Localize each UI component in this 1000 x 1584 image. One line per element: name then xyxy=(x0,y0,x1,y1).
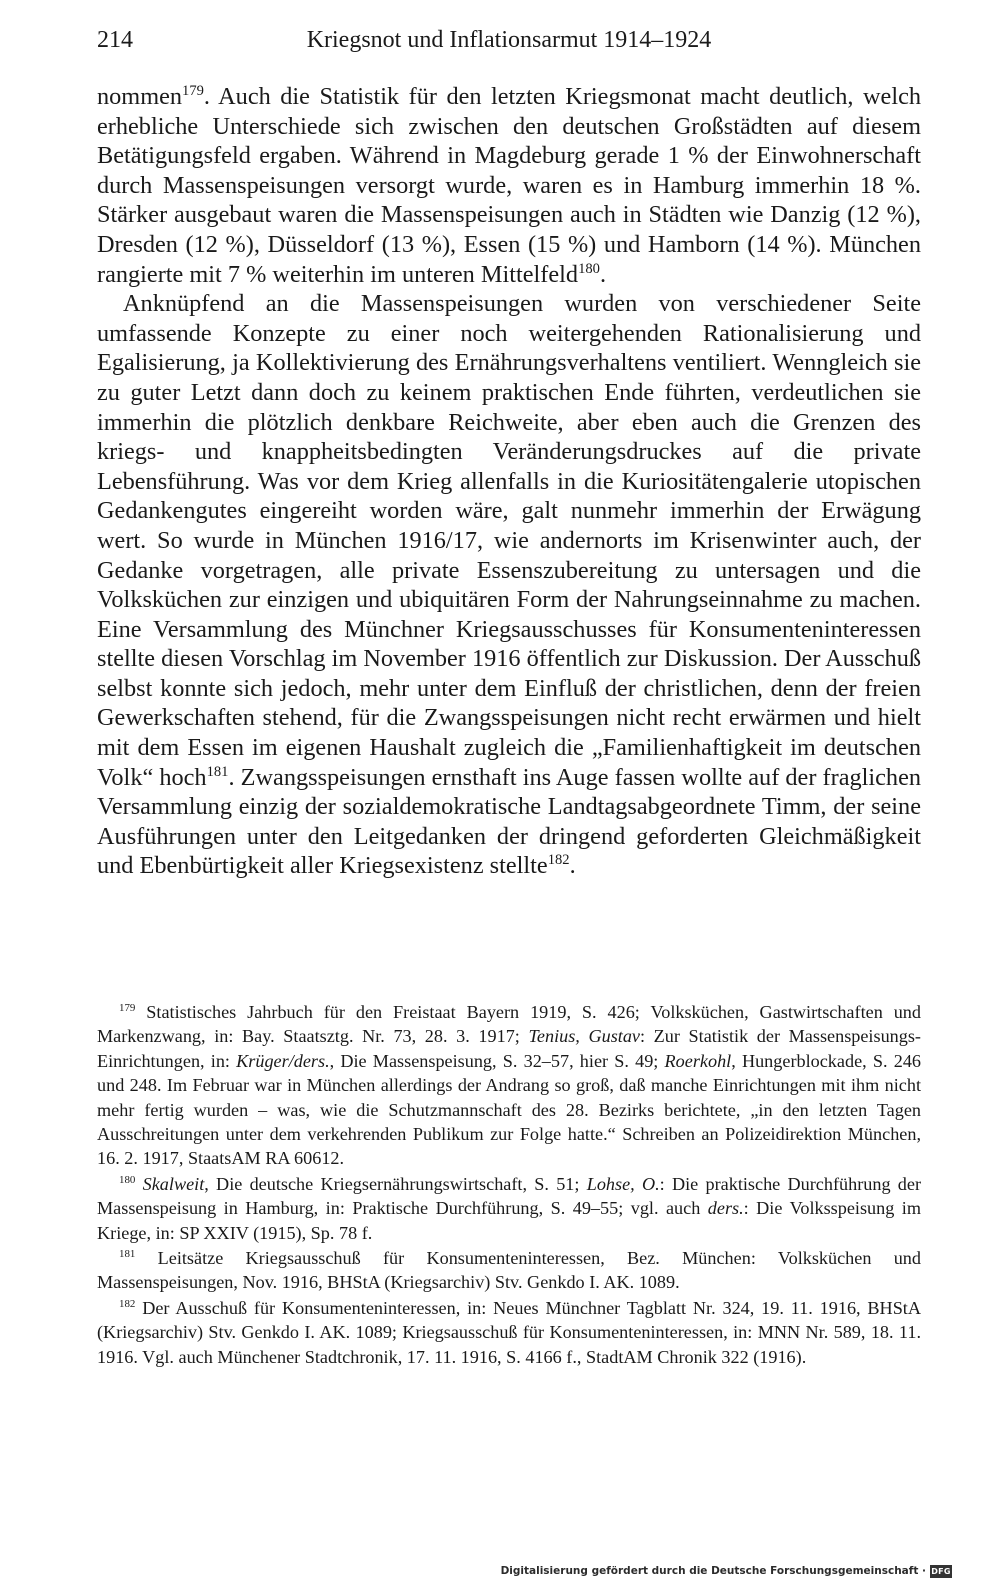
footnote-number: 180 xyxy=(119,1173,136,1186)
footnote-text: Leitsätze Kriegsausschuß für Konsumenteninteressen, Bez. München: Volksküchen und Massenspeisungen, Nov. 1916, BHStA (Kriegsarchiv) Stv. Genkdo I. AK. 1089. xyxy=(97,1248,921,1293)
footnote-179 xyxy=(97,1000,921,1171)
author-name: Tenius, Gustav xyxy=(528,1026,640,1047)
paragraph-1-text-c: . xyxy=(599,260,607,288)
footnote-text: Der Ausschuß für Konsumenteninteressen, in: Neues Münchner Tagblatt Nr. 324, 19. 11. 1916, BHStA (Kriegsarchiv) Stv. Genkdo I. AK. 1089; Kriegsausschuß für Konsumenteninteressen, in: MNN Nr. 589, 18. 11. 1916. Vgl. auch Münchener Stadtchronik, 17. 11. 1916, S. 4166 f., StadtAM Chronik 322 (1916). xyxy=(97,1297,921,1367)
footnote-ref-180: 180 xyxy=(578,260,600,277)
paragraph-1 xyxy=(97,82,921,289)
running-head xyxy=(97,22,921,58)
footnote-text: : Die Volksspeisung im Kriege, in: SP XXIV (1915), Sp. 78 f. xyxy=(97,1198,921,1243)
paragraph-2-text-c: . xyxy=(569,852,576,880)
footnote-text: Statistisches Jahrbuch für den Freistaat Bayern 1919, S. 426; Volksküchen, Gastwirtschaften und Markenzwang, in: Bay. Staatsztg. Nr. 73, 28. 3. 1917; xyxy=(97,1002,921,1047)
author-name: ders. xyxy=(707,1198,744,1219)
footnote-text: : Zur Statistik der Massenspeisungs-Einrichtungen, in: xyxy=(97,1026,921,1071)
running-title: Kriegsnot und Inflationsarmut 1914–1924 xyxy=(306,27,712,53)
footnote-181 xyxy=(97,1246,921,1295)
paragraph-1-text-b: . Auch die Statistik für den letzten Kriegsmonat macht deutlich, welch erhebliche Unterschiede sich zwischen den deutschen Großstädten auf diesem Betätigungsfeld ergaben. Während in Magdeburg gerade 1 % der Einwohnerschaft durch Massenspeisungen versorgt wurde, waren es in Hamburg immerhin 18 %. Stärker ausgebaut waren die Massenspeisungen auch in Städten wie Danzig (12 %), Dresden (12 %), Düsseldorf (13 %), Essen (15 %) und Hamborn (14 %). München rangierte mit 7 % weiterhin im unteren Mittelfeld xyxy=(97,83,921,288)
footnote-text: , Die Massenspeisung, S. 32–57, hier S. 49; xyxy=(329,1050,665,1071)
paragraph-2 xyxy=(97,289,921,881)
author-name: Krüger/ders. xyxy=(236,1050,330,1071)
page-number: 214 xyxy=(97,27,133,53)
footnote-number: 182 xyxy=(119,1297,136,1310)
paragraph-2-text-b: . Zwangsspeisungen ernsthaft ins Auge fassen wollte auf der fraglichen Versammlung einzig der sozialdemokratische Landtagsabgeordnete Timm, der seine Ausführungen unter den Leitgedanken der dringend geforderten Gleichmäßigkeit und Ebenbürtigkeit aller Kriegsexistenz stellte xyxy=(97,763,921,880)
footnote-text: , Die deutsche Kriegsernährungswirtschaft, S. 51; xyxy=(204,1173,587,1194)
footnote-text: : Die praktische Durchführung der Massenspeisung in Hamburg, in: Praktische Durchführung, S. 49–55; vgl. auch xyxy=(97,1173,922,1219)
footnote-180 xyxy=(97,1172,921,1245)
dfg-logo: DFG xyxy=(931,1566,951,1576)
footnote-number: 181 xyxy=(119,1248,136,1260)
paragraph-1-text-a: nommen xyxy=(97,83,183,110)
footnote-ref-181: 181 xyxy=(206,763,229,780)
paragraph-2-text-a: Anknüpfend an die Massenspeisungen wurden von verschiedener Seite umfassende Konzepte zu einer noch weitergehenden Rationalisierung und Egalisierung, ja Kollektivierung des Ernährungsverhaltens ventiliert. Wenngleich sie zu guter Letzt dann doch zu keinem praktischen Ende führten, verdeutlichen sie immerhin die plötzlich denkbare Reichweite, aber eben auch die Grenzen des kriegs- und knappheitsbedingten Veränderungsdruckes auf die private Lebensführung. Was vor dem Krieg allenfalls in die Kuriositätengalerie utopischen Gedankengutes eingereiht worden wäre, galt nunmehr immerhin der Erwägung wert. So wurde in München 1916/17, wie andernorts im Krisenwinter auch, der Gedanke vorgetragen, alle private Essenszubereitung zu untersagen und die Volksküchen zur einzigen und ubiquitären Form der Nahrungseinnahme zu machen. Eine Versammlung des Münchner Kriegsausschusses für Konsumenteninteressen stellte diesen Vorschlag im November 1916 öffentlich zur Diskussion. Der Ausschuß selbst konnte sich jedoch, mehr unter dem Einfluß der christlichen, denn der freien Gewerkschaften stehend, für die Zwangsspeisungen nicht recht erwärmen und hielt mit dem Essen im eigenen Haushalt zugleich die „Familienhaftigkeit im deutschen Volk“ hoch xyxy=(97,290,921,791)
main-text xyxy=(97,82,921,881)
author-name: Roerkohl xyxy=(664,1050,732,1071)
digitization-credit xyxy=(501,1562,952,1580)
footnote-ref-182: 182 xyxy=(547,852,570,869)
footnote-text: , Hungerblockade, S. 246 und 248. Im Februar war in München allerdings der Andrang so groß, daß manche Einrichtungen mit ihm nicht mehr fertig wurden – was, wie die Schutzmannschaft des 28. Bezirks berichtete, „in den letzten Tagen Ausschreitungen unter dem verkehrenden Publikum zur Folge hatte.“ Schreiben an Polizeidirektion München, 16. 2. 1917, StaatsAM RA 60612. xyxy=(97,1050,922,1169)
footnotes xyxy=(97,1000,921,1370)
footnote-182 xyxy=(97,1296,921,1369)
credit-text: Digitalisierung gefördert durch die Deutsche Forschungsgemeinschaft · xyxy=(500,1565,926,1577)
footnote-ref-179: 179 xyxy=(182,82,204,99)
footnote-number: 179 xyxy=(119,1001,136,1014)
author-name: Skalweit xyxy=(142,1173,205,1194)
author-name: Lohse, O. xyxy=(586,1173,660,1194)
